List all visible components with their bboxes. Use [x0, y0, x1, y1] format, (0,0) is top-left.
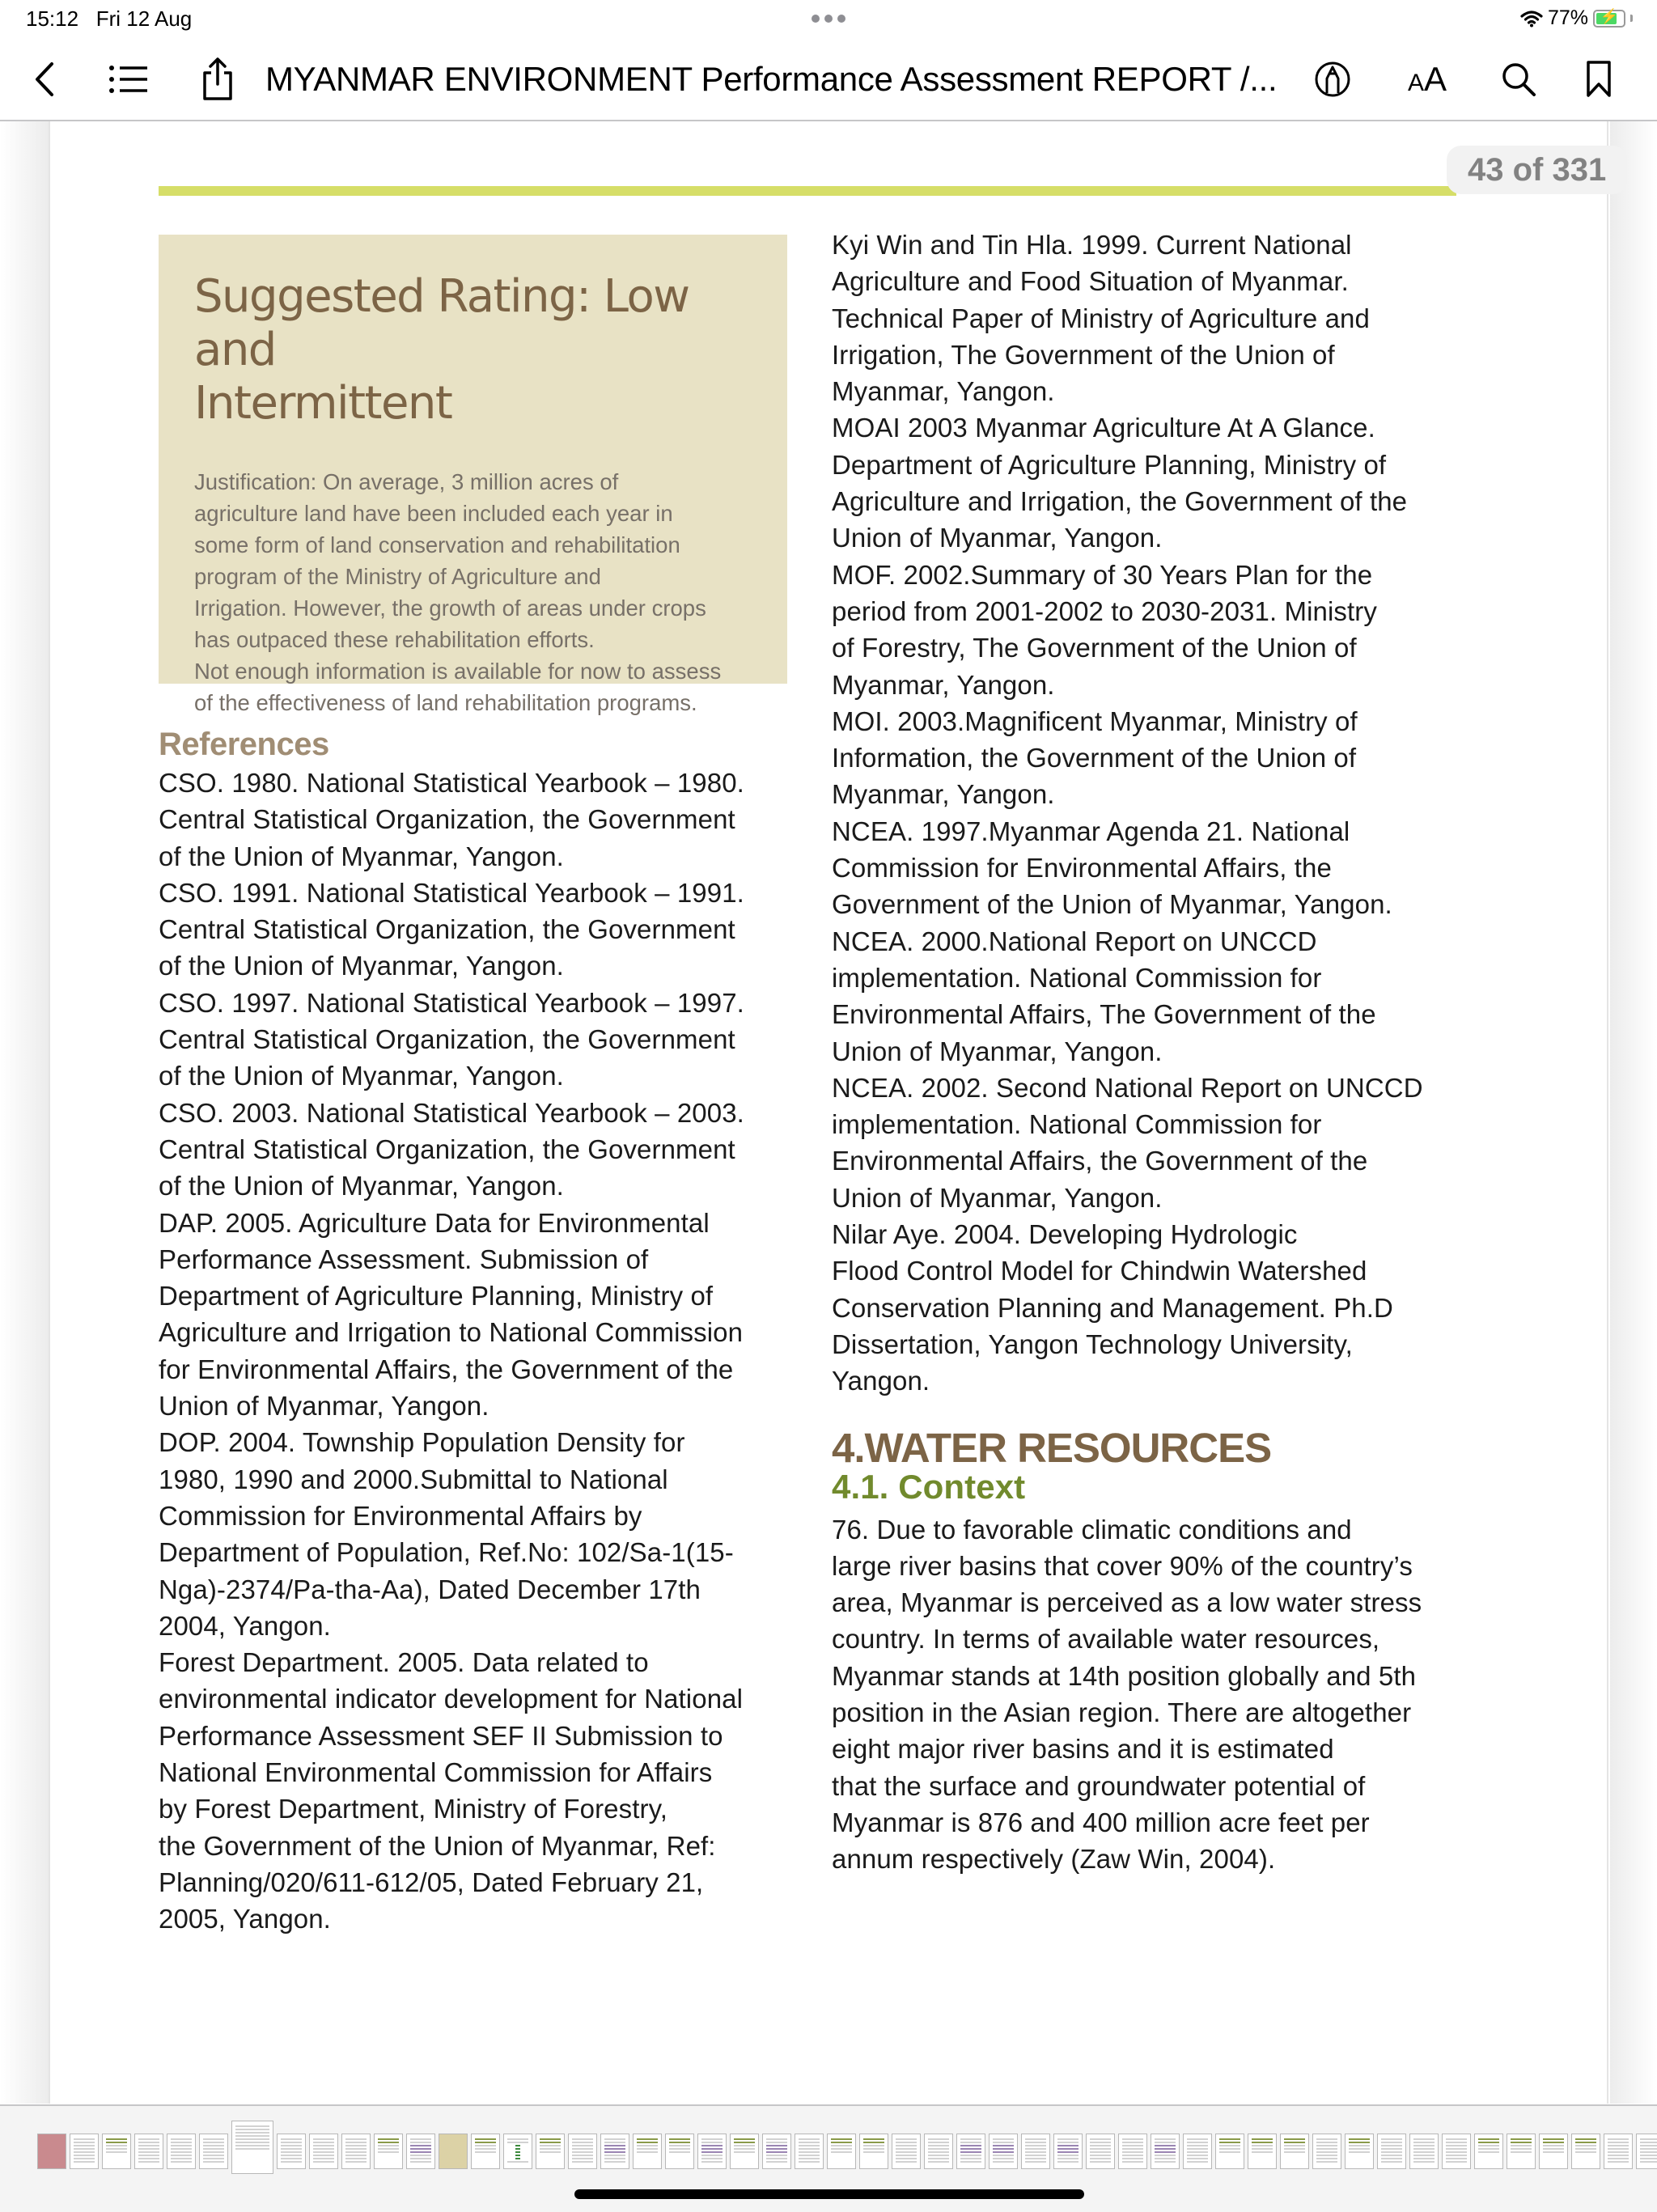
battery-percent: 77%	[1547, 6, 1588, 29]
reference-line: CSO. 2003. National Statistical Yearbook – 2003.	[159, 1097, 744, 1128]
reference-line: NCEA. 1997.Myanmar Agenda 21. National	[832, 816, 1350, 846]
paragraph-line: 76. Due to favorable climatic conditions and	[832, 1514, 1352, 1545]
page-thumbnail[interactable]	[102, 2134, 131, 2169]
page-thumbnail[interactable]	[1151, 2134, 1180, 2169]
thumbnail-current-page[interactable]	[231, 2121, 273, 2174]
right-column	[832, 227, 1479, 1877]
reference-line: National Environmental Commission for Affairs	[159, 1757, 713, 1788]
reference-line: Yangon.	[832, 1366, 930, 1396]
reference-line: environmental indicator development for National	[159, 1684, 744, 1714]
page-thumbnail[interactable]	[1345, 2134, 1374, 2169]
reference-line: Conservation Planning and Management. Ph.D	[832, 1292, 1393, 1323]
page-thumbnail[interactable]	[1118, 2134, 1147, 2169]
justification-line: Not enough information is available for now to assess	[194, 659, 722, 684]
pencil-circle-icon	[1314, 61, 1351, 98]
page-thumbnail[interactable]	[892, 2134, 921, 2169]
reference-line: CSO. 1980. National Statistical Yearbook – 1980.	[159, 768, 744, 798]
reference-line: implementation. National Commission for	[832, 1109, 1322, 1140]
page-thumbnail[interactable]	[471, 2134, 500, 2169]
page-thumbnail[interactable]	[924, 2134, 953, 2169]
paragraph-line: eight major river basins and it is estimated	[832, 1734, 1334, 1765]
text-size-icon: AA	[1407, 60, 1447, 98]
reference-line: Central Statistical Organization, the Government	[159, 914, 735, 945]
justification-line: has outpaced these rehabilitation efforts.	[194, 627, 595, 652]
reference-line: MOI. 2003.Magnificent Myanmar, Ministry of	[832, 706, 1358, 736]
page-thumbnail[interactable]	[374, 2134, 403, 2169]
reference-line: implementation. National Commission for	[832, 962, 1322, 993]
justification-line: agriculture land have been included each year in	[194, 501, 673, 526]
multitasking-dots-icon[interactable]	[812, 15, 845, 23]
page-thumbnail[interactable]	[633, 2134, 662, 2169]
reference-line: 2004, Yangon.	[159, 1610, 331, 1641]
page-thumbnail[interactable]	[989, 2134, 1018, 2169]
reference-line: Myanmar, Yangon.	[832, 669, 1055, 700]
paragraph-line: Myanmar is 876 and 400 million acre feet per	[832, 1807, 1370, 1837]
reference-line: Myanmar, Yangon.	[832, 779, 1055, 810]
page-thumbnail[interactable]	[309, 2134, 338, 2169]
page-thumbnail[interactable]	[795, 2134, 824, 2169]
justification-line: Justification: On average, 3 million acres of	[194, 469, 619, 494]
page-thumbnail[interactable]	[1571, 2134, 1600, 2169]
page-thumbnail[interactable]	[277, 2134, 306, 2169]
page-thumbnail[interactable]	[1248, 2134, 1277, 2169]
page-thumbnail[interactable]	[1280, 2134, 1309, 2169]
reference-line: 1980, 1990 and 2000.Submittal to National	[159, 1464, 668, 1494]
reference-line: NCEA. 2002. Second National Report on UNCCD	[832, 1072, 1423, 1103]
paragraph-line: position in the Asian region. There are altogether	[832, 1697, 1412, 1727]
share-icon	[200, 57, 235, 102]
page-thumbnail[interactable]	[1409, 2134, 1439, 2169]
page-thumbnail[interactable]	[1053, 2134, 1083, 2169]
reference-line: Department of Agriculture Planning, Ministry of	[159, 1281, 714, 1312]
reference-line: 2005, Yangon.	[159, 1904, 331, 1934]
reference-line: Forest Department. 2005. Data related to	[159, 1647, 649, 1678]
page-thumbnail[interactable]	[1021, 2134, 1050, 2169]
page-thumbnail[interactable]	[1086, 2134, 1115, 2169]
reference-line: CSO. 1997. National Statistical Yearbook – 1997.	[159, 987, 744, 1018]
bookmark-icon	[1585, 60, 1613, 99]
status-indicators	[1520, 6, 1633, 30]
page-thumbnail[interactable]	[503, 2134, 532, 2169]
reference-line: of the Union of Myanmar, Yangon.	[159, 841, 564, 871]
page-thumbnail[interactable]	[762, 2134, 791, 2169]
reference-line: of the Union of Myanmar, Yangon.	[159, 1061, 564, 1091]
reference-line: Nilar Aye. 2004. Developing Hydrologic	[832, 1219, 1298, 1250]
page-thumbnail[interactable]	[1539, 2134, 1568, 2169]
reference-line: of Forestry, The Government of the Union of	[832, 633, 1357, 663]
battery-cap	[1630, 15, 1633, 22]
reference-line: Central Statistical Organization, the Government	[159, 1024, 735, 1055]
reference-line: for Environmental Affairs, the Government of the	[159, 1354, 734, 1384]
share-button[interactable]	[197, 55, 238, 104]
paragraph-line: Myanmar stands at 14th position globally and 5th	[832, 1660, 1417, 1691]
page-gutter-left	[0, 121, 49, 2104]
reference-line: Department of Population, Ref.No: 102/Sa-1(15-	[159, 1537, 734, 1568]
page-thumbnail[interactable]	[568, 2134, 597, 2169]
header-accent-bar	[159, 186, 1456, 196]
reference-line: Kyi Win and Tin Hla. 1999. Current National	[832, 230, 1352, 260]
page-thumbnail[interactable]	[1604, 2134, 1633, 2169]
reference-line: Nga)-2374/Pa-tha-Aa), Dated December 17th	[159, 1574, 701, 1604]
page-thumbnail[interactable]	[827, 2134, 856, 2169]
paragraph-line: annum respectively (Zaw Win, 2004).	[832, 1844, 1276, 1875]
reference-line: Union of Myanmar, Yangon.	[832, 1182, 1163, 1213]
reference-line: Commission for Environmental Affairs, the	[832, 853, 1332, 884]
page-thumbnail[interactable]	[37, 2134, 66, 2169]
reference-line: Myanmar, Yangon.	[832, 376, 1055, 407]
reference-line: CSO. 1991. National Statistical Yearbook – 1991.	[159, 877, 744, 908]
search-icon	[1500, 61, 1537, 98]
reference-line: MOAI 2003 Myanmar Agriculture At A Glance.	[832, 413, 1375, 443]
reference-line: Department of Agriculture Planning, Ministry of	[832, 449, 1387, 480]
page-thumbnail[interactable]	[536, 2134, 565, 2169]
status-bar	[0, 0, 1657, 40]
reference-line: Performance Assessment. Submission of	[159, 1244, 649, 1274]
reference-line: Commission for Environmental Affairs by	[159, 1500, 642, 1531]
page-thumbnail[interactable]	[70, 2134, 99, 2169]
reference-line: Union of Myanmar, Yangon.	[159, 1391, 489, 1422]
justification-line: of the effectiveness of land rehabilitation programs.	[194, 690, 697, 715]
status-date: Fri 12 Aug	[95, 6, 193, 31]
reference-line: MOF. 2002.Summary of 30 Years Plan for the	[832, 559, 1373, 590]
page-counter: 43 of 331	[1447, 146, 1627, 194]
paragraph-line: area, Myanmar is perceived as a low water stress	[832, 1587, 1422, 1618]
bookmark-button[interactable]	[1581, 55, 1617, 104]
reference-line: Agriculture and Irrigation to National Commission	[159, 1317, 744, 1348]
references-heading: References	[159, 727, 329, 762]
page-thumbnail[interactable]	[1474, 2134, 1503, 2169]
status-time: 15:12 Fri 12 Aug	[26, 6, 193, 31]
page-gutter-right	[1610, 121, 1657, 2104]
paragraph-line: country. In terms of available water resources,	[832, 1624, 1380, 1655]
page-thumbnail[interactable]	[439, 2134, 468, 2169]
charging-bolt-icon: ⚡	[1600, 7, 1619, 24]
markup-button[interactable]	[1312, 55, 1353, 104]
reference-line: Union of Myanmar, Yangon.	[832, 1036, 1163, 1066]
home-indicator[interactable]	[574, 2189, 1084, 2199]
page-thumbnail[interactable]	[665, 2134, 694, 2169]
reference-line: by Forest Department, Ministry of Forestry,	[159, 1794, 668, 1824]
page-thumbnail[interactable]	[199, 2134, 228, 2169]
reference-line: Planning/020/611-612/05, Dated February 21,	[159, 1867, 704, 1897]
reference-line: Government of the Union of Myanmar, Yangon.	[832, 889, 1392, 920]
justification-line: some form of land conservation and rehabilitation	[194, 532, 680, 557]
chevron-left-icon	[34, 61, 55, 97]
reference-line: Central Statistical Organization, the Government	[159, 804, 735, 835]
page-thumbnail[interactable]	[600, 2134, 629, 2169]
reference-line: period from 2001-2002 to 2030-2031. Ministry	[832, 595, 1377, 626]
reference-line: Agriculture and Irrigation, the Government of the	[832, 486, 1408, 517]
references-list-left	[159, 765, 798, 1938]
reference-line: of the Union of Myanmar, Yangon.	[159, 951, 564, 981]
list-icon	[108, 63, 149, 95]
justification-line: program of the Ministry of Agriculture and	[194, 564, 601, 589]
reference-line: DOP. 2004. Township Population Density for	[159, 1427, 685, 1458]
page-thumbnail[interactable]	[1636, 2134, 1657, 2169]
page-thumbnail[interactable]	[1312, 2134, 1341, 2169]
paragraph-line: large river basins that cover 90% of the country’s	[832, 1550, 1413, 1581]
table-of-contents-button[interactable]	[107, 55, 150, 104]
references-left-column	[159, 724, 798, 1938]
reference-line: of the Union of Myanmar, Yangon.	[159, 1171, 564, 1201]
battery-icon	[1593, 7, 1625, 28]
page-thumbnail[interactable]	[134, 2134, 163, 2169]
document-title: MYANMAR ENVIRONMENT Performance Assessment REPORT /...	[265, 60, 1278, 98]
page-thumbnail[interactable]	[167, 2134, 196, 2169]
reference-line: Dissertation, Yangon Technology University,	[832, 1328, 1353, 1359]
reference-line: NCEA. 2000.National Report on UNCCD	[832, 926, 1317, 956]
page-thumbnail[interactable]	[730, 2134, 759, 2169]
rating-title: Suggested Rating: Low and Intermittent	[194, 270, 689, 430]
thumbnail-list	[37, 2129, 1657, 2174]
reference-line: Performance Assessment SEF II Submission to	[159, 1720, 723, 1751]
page-thumbnail[interactable]	[859, 2134, 888, 2169]
suggested-rating-box	[159, 235, 787, 715]
reference-line: Agriculture and Food Situation of Myanmar.	[832, 266, 1349, 297]
reference-line: Irrigation, The Government of the Union of	[832, 339, 1335, 370]
search-button[interactable]	[1498, 55, 1539, 104]
page-thumbnail[interactable]	[341, 2134, 371, 2169]
reference-line: the Government of the Union of Myanmar, Ref:	[159, 1830, 716, 1861]
page-thumbnail[interactable]	[1442, 2134, 1471, 2169]
reference-line: Union of Myanmar, Yangon.	[832, 523, 1163, 553]
section-heading: 4.WATER RESOURCES	[832, 1424, 1272, 1471]
page-thumbnail[interactable]	[1183, 2134, 1212, 2169]
references-list-right	[832, 227, 1479, 1400]
section-paragraph	[832, 1511, 1479, 1878]
reference-line: Flood Control Model for Chindwin Watershed	[832, 1256, 1367, 1286]
page-thumbnail[interactable]	[956, 2134, 985, 2169]
page-thumbnail[interactable]	[1507, 2134, 1536, 2169]
reference-line: Information, the Government of the Union of	[832, 743, 1357, 773]
reference-line: Central Statistical Organization, the Government	[159, 1134, 735, 1164]
page-thumbnail[interactable]	[1215, 2134, 1244, 2169]
text-size-button[interactable]	[1403, 55, 1451, 104]
wifi-icon	[1520, 10, 1543, 28]
reference-line: DAP. 2005. Agriculture Data for Environmental	[159, 1207, 710, 1238]
reference-line: Environmental Affairs, The Government of the	[832, 999, 1376, 1030]
back-button[interactable]	[24, 55, 65, 104]
page-thumbnail[interactable]	[697, 2134, 727, 2169]
reference-line: Environmental Affairs, the Government of the	[832, 1146, 1368, 1176]
reference-line: Technical Paper of Ministry of Agriculture and	[832, 303, 1370, 333]
subsection-heading: 4.1. Context	[832, 1467, 1026, 1506]
page-thumbnail[interactable]	[1377, 2134, 1406, 2169]
justification-line: Irrigation. However, the growth of areas under crops	[194, 595, 706, 621]
rating-justification	[194, 466, 752, 718]
page-thumbnail[interactable]	[406, 2134, 435, 2169]
paragraph-line: that the surface and groundwater potential of	[832, 1770, 1366, 1801]
reader-toolbar	[0, 40, 1657, 121]
